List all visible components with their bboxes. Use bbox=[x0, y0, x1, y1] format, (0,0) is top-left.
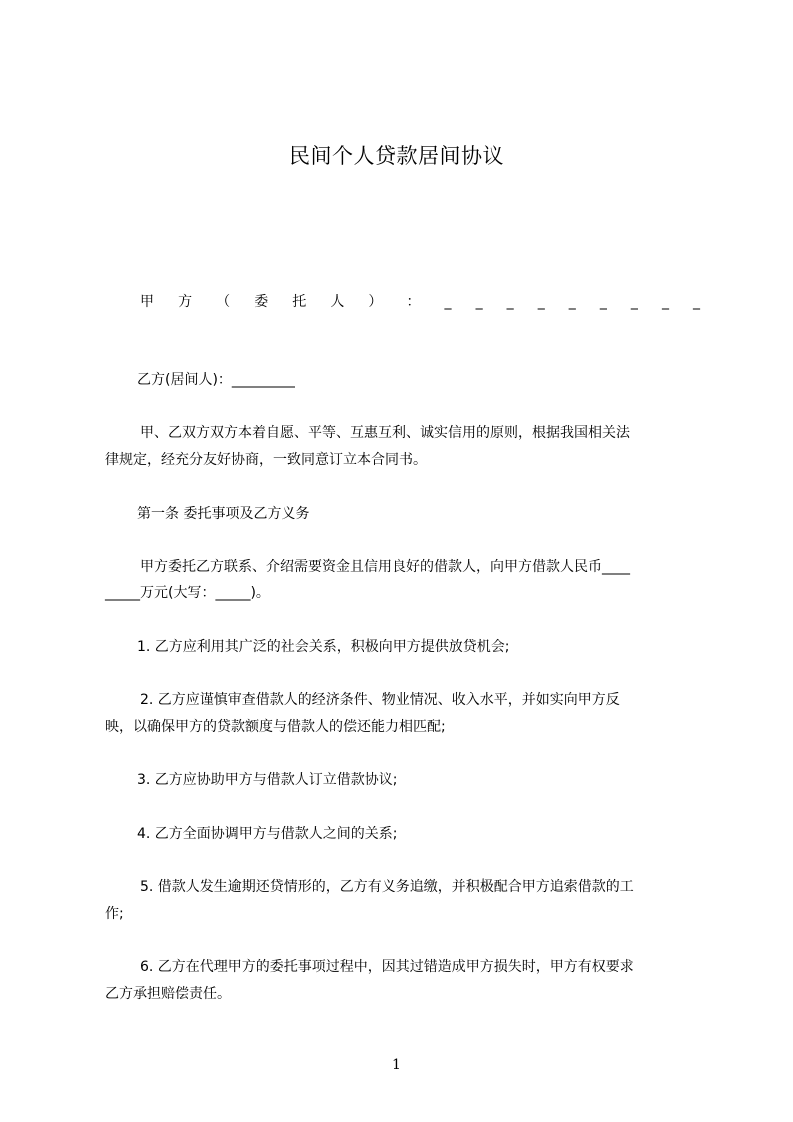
party-a-char: 委 bbox=[254, 294, 269, 310]
item-4: 4. 乙方全面协调甲方与借款人之间的关系; bbox=[137, 826, 398, 842]
party-a-char: ： bbox=[406, 294, 421, 310]
intro-paragraph-line-2: 律规定，经充分友好协商，一致同意订立本合同书。 bbox=[105, 452, 427, 468]
item-5-line-2: 作; bbox=[105, 906, 124, 922]
party-a-blank: _ bbox=[693, 294, 700, 310]
party-b-line: 乙方(居间人)：_________ bbox=[137, 372, 295, 388]
intro-paragraph-line-1: 甲、乙双方双方本着自愿、平等、互惠互利、诚实信用的原则，根据我国相关法 bbox=[140, 425, 630, 441]
party-a-blank: _ bbox=[537, 294, 545, 310]
party-a-blank: _ bbox=[599, 294, 607, 310]
party-a-blank: _ bbox=[475, 294, 483, 310]
item-1: 1. 乙方应利用其广泛的社会关系，积极向甲方提供放贷机会; bbox=[137, 639, 510, 655]
party-a-char: ） bbox=[368, 294, 383, 310]
page-number: 1 bbox=[392, 1057, 401, 1073]
item-6-line-1: 6. 乙方在代理甲方的委托事项过程中，因其过错造成甲方损失时，甲方有权要求 bbox=[140, 959, 634, 975]
party-a-char: 甲 bbox=[140, 294, 154, 310]
item-6-line-2: 乙方承担赔偿责任。 bbox=[105, 986, 231, 1002]
party-a-char: 人 bbox=[330, 294, 345, 310]
document-title: 民间个人贷款居间协议 bbox=[289, 144, 504, 168]
party-a-char: 托 bbox=[292, 294, 307, 310]
item-5-line-1: 5. 借款人发生逾期还贷情形的，乙方有义务追缴，并积极配合甲方追索借款的工 bbox=[140, 879, 634, 895]
item-3: 3. 乙方应协助甲方与借款人订立借款协议; bbox=[137, 772, 398, 788]
party-a-blank: _ bbox=[630, 294, 638, 310]
article-1-line-2: _____万元(大写：_____)。 bbox=[105, 585, 270, 601]
item-2-line-1: 2. 乙方应谨慎审查借款人的经济条件、物业情况、收入水平，并如实向甲方反 bbox=[140, 692, 620, 708]
article-1-line-1: 甲方委托乙方联系、介绍需要资金且信用良好的借款人，向甲方借款人民币____ bbox=[140, 559, 630, 575]
article-1-heading: 第一条 委托事项及乙方义务 bbox=[137, 506, 310, 522]
party-a-char: （ bbox=[216, 294, 231, 310]
party-a-blank: _ bbox=[568, 294, 576, 310]
party-a-line bbox=[140, 294, 700, 310]
item-2-line-2: 映，以确保甲方的贷款额度与借款人的偿还能力相匹配; bbox=[105, 719, 446, 735]
party-a-blank: _ bbox=[661, 294, 669, 310]
party-a-char: 方 bbox=[178, 294, 193, 310]
party-a-blank: _ bbox=[444, 294, 452, 310]
party-a-blank: _ bbox=[506, 294, 514, 310]
